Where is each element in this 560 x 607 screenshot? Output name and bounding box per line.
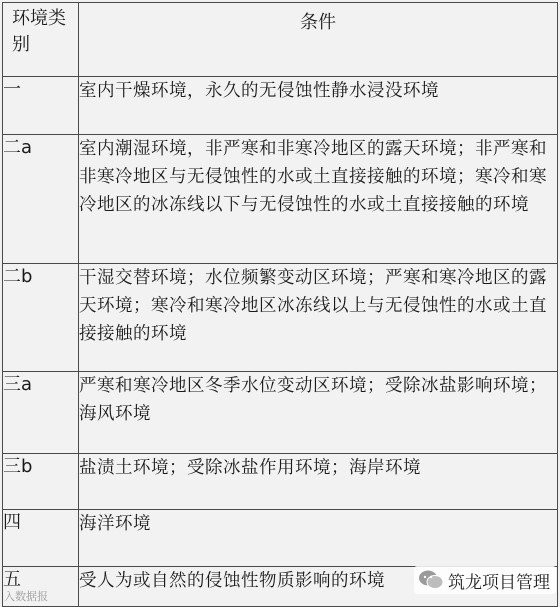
watermark-right: [414, 566, 556, 594]
condition-cell: 严寒和寒冷地区冬季水位变动区环境；受除冰盐影响环境；海风环境: [79, 372, 558, 454]
condition-cell: 受人为或自然的侵蚀性物质影响的环境: [79, 567, 558, 607]
condition-cell: 室内干燥环境，永久的无侵蚀性静水浸没环境: [79, 77, 558, 135]
table-row: [3, 135, 558, 264]
category-cell: 二a: [3, 135, 79, 264]
wechat-icon: [418, 569, 444, 591]
table-row: [3, 372, 558, 454]
condition-cell: 盐渍土环境；受除冰盐作用环境；海岸环境: [79, 454, 558, 510]
table-row: [3, 264, 558, 372]
header-condition: 条件: [79, 3, 558, 77]
condition-cell: 室内潮湿环境，非严寒和非寒冷地区的露天环境；非严寒和非寒冷地区与无侵蚀性的水或土直接接触的环境；寒冷和寒冷地区的冰冻线以下与无侵蚀性的水或土直接接触的环境: [79, 135, 558, 264]
watermark-left: 入数据报: [4, 590, 48, 603]
category-cell: 三b: [3, 454, 79, 510]
watermark-right-label: 筑龙项目管理: [448, 572, 550, 593]
category-cell: 三a: [3, 372, 79, 454]
condition-cell: 海洋环境: [79, 510, 558, 567]
condition-cell: 干湿交替环境；水位频繁变动区环境；严寒和寒冷地区的露天环境；寒冷和寒冷地区冰冻线以上与无侵蚀性的水或土直接接触的环境: [79, 264, 558, 372]
category-cell: 一: [3, 77, 79, 135]
table-header-row: [3, 3, 558, 77]
table-row: [3, 510, 558, 567]
category-cell: 五: [3, 567, 79, 607]
header-environment-category: 环境类别: [3, 3, 79, 77]
category-cell: 二b: [3, 264, 79, 372]
category-cell: 四: [3, 510, 79, 567]
environment-category-table: [2, 2, 558, 607]
table-row: [3, 77, 558, 135]
table-row: [3, 454, 558, 510]
